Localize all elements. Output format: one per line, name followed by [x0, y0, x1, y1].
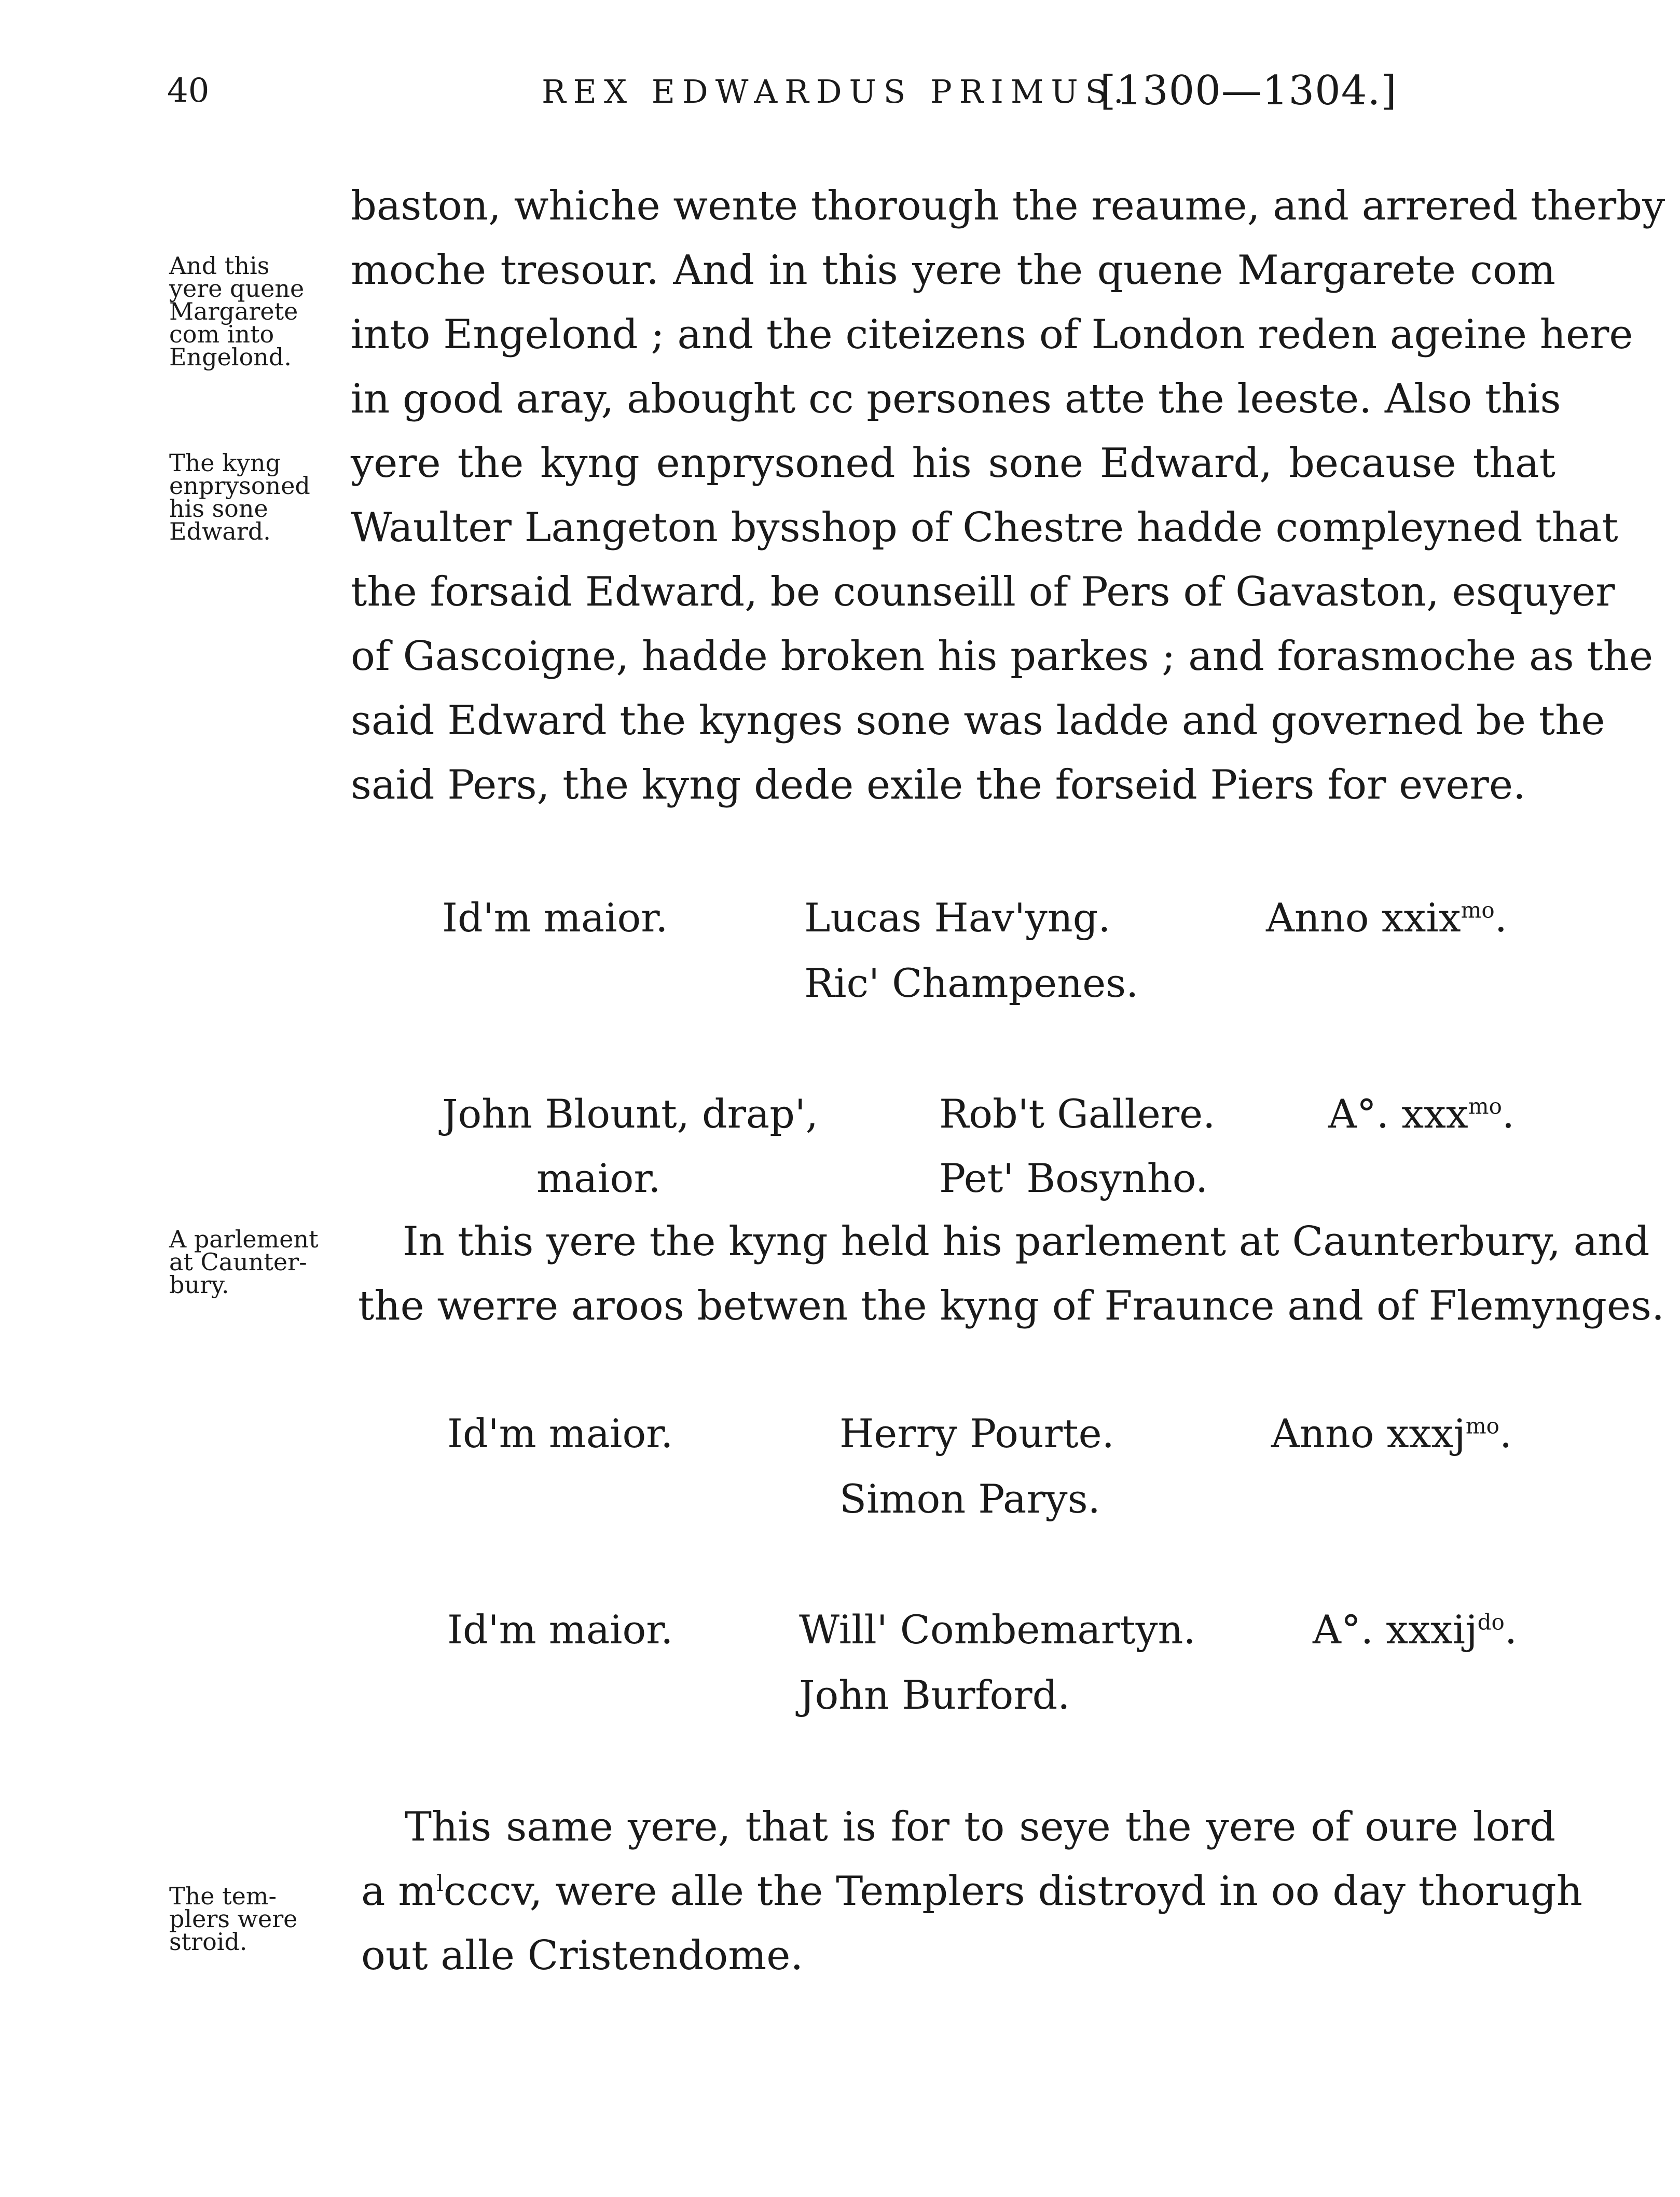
regnal-year: Anno xxix$^{mo}$. — [1266, 895, 1507, 941]
text-line: said Pers, the kyng dede exile the forseid Piers for evere. — [351, 762, 1526, 808]
sidenote-line: his sone — [169, 495, 268, 523]
text-line: out alle Cristendome. — [361, 1932, 804, 1979]
text-line: in good aray, abought cc persones atte the leeste. Also this — [351, 376, 1561, 422]
mayor-name: John Blount, drap', — [442, 1091, 818, 1137]
regnal-year: A°. xxxij$^{do}$. — [1313, 1606, 1517, 1653]
text-line: In this yere the kyng held his parlement at Caunterbury, and — [403, 1218, 1650, 1265]
sidenote-line: yere quene — [169, 274, 305, 303]
sheriff-name: Rob't Gallere. — [939, 1091, 1216, 1137]
text-line: said Edward the kynges sone was ladde and governed be the — [351, 697, 1605, 744]
sidenote-parlement — [169, 1225, 319, 1299]
text-line: baston, whiche wente thorough the reaume, and arrered therby — [351, 183, 1665, 229]
mayor-title: maior. — [536, 1155, 661, 1201]
sidenote-line: Engelond. — [169, 343, 292, 371]
text-line: into Engelond ; and the citeizens of London reden ageine here — [351, 311, 1633, 358]
sheriff-name: Will' Combemartyn. — [799, 1606, 1196, 1653]
text-line: the werre aroos betwen the kyng of Fraunce and of Flemynges. — [358, 1283, 1664, 1329]
running-title: REX EDWARDUS PRIMUS. — [542, 73, 1131, 111]
sidenote-line: stroid. — [169, 1928, 247, 1956]
sidenote-line: com into — [169, 320, 274, 348]
text-line: yere the kyng enprysoned his sone Edward, because that — [351, 440, 1555, 487]
text-line: This same yere, that is for to seye the yere of oure lord — [405, 1804, 1555, 1850]
sidenote-line: bury. — [169, 1271, 229, 1299]
year-range: [1300—1304.] — [1100, 67, 1397, 114]
mayor-name: Id'm maior. — [442, 895, 668, 941]
sheriff-name: Lucas Hav'yng. — [804, 895, 1111, 941]
sidenote-line: enprysoned — [169, 472, 310, 500]
sidenote-line: A parlement — [169, 1225, 319, 1253]
regnal-year: A°. xxx$^{mo}$. — [1328, 1091, 1515, 1137]
mayor-name: Id'm maior. — [447, 1410, 673, 1457]
sheriff-name: Ric' Champenes. — [804, 960, 1139, 1006]
sidenote-edward — [169, 451, 310, 543]
sheriff-name: Simon Parys. — [839, 1476, 1100, 1522]
sheriff-name: Pet' Bosynho. — [939, 1155, 1208, 1201]
text-line: Waulter Langeton bysshop of Chestre hadde compleyned that — [351, 504, 1618, 551]
sheriff-name: John Burford. — [799, 1672, 1070, 1718]
sidenote-line: plers were — [169, 1905, 298, 1933]
sidenote-line: And this — [169, 252, 270, 280]
sidenote-line: Margarete — [169, 297, 298, 325]
sidenote-line: The kyng — [169, 449, 281, 477]
mayor-name: Id'm maior. — [447, 1606, 673, 1653]
regnal-year: Anno xxxj$^{mo}$. — [1271, 1410, 1512, 1457]
sidenote-line: The tem- — [169, 1882, 277, 1910]
sidenote-line: Edward. — [169, 517, 271, 545]
sidenote-templers — [169, 1882, 298, 1956]
page-number: 40 — [167, 72, 210, 110]
sidenote-line: at Caunter- — [169, 1248, 307, 1276]
text-line: a $m^lcccv$, were alle the Templers distroyd in oo day thorugh — [361, 1868, 1582, 1915]
text-line: moche tresour. And in this yere the quene Margarete com — [351, 247, 1555, 294]
text-line: of Gascoigne, hadde broken his parkes ; and forasmoche as the — [351, 633, 1654, 680]
sheriff-name: Herry Pourte. — [839, 1410, 1114, 1457]
sidenote-margarete — [169, 252, 305, 371]
text-line: the forsaid Edward, be counseill of Pers of Gavaston, esquyer — [351, 569, 1615, 615]
